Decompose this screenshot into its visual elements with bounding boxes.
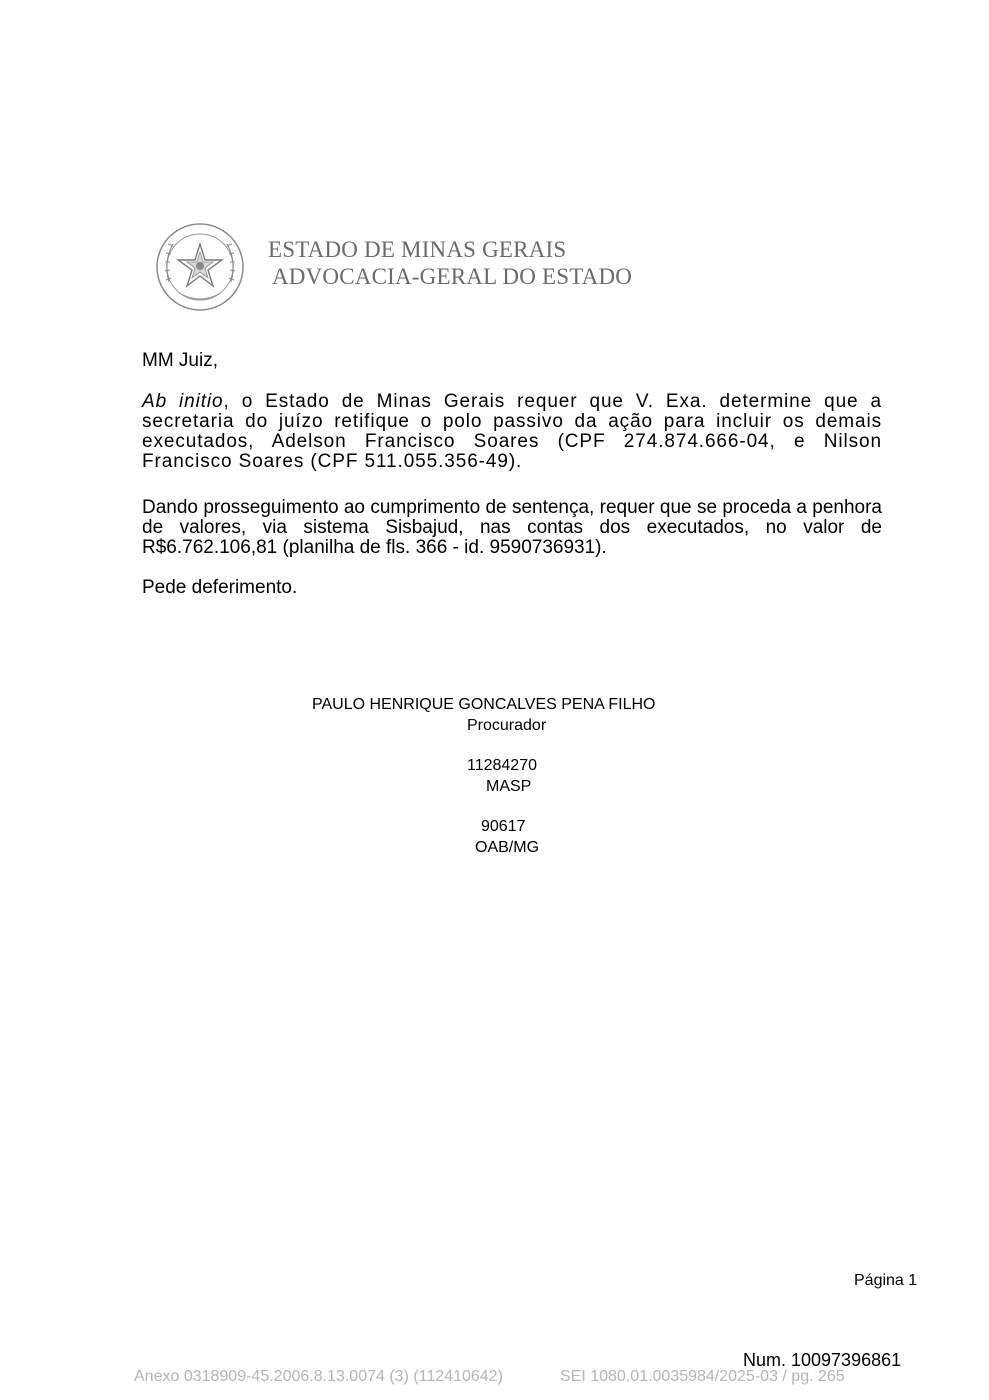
masp-number: 11284270 bbox=[467, 757, 537, 774]
paragraph-2: Dando prosseguimento ao cumprimento de sentença, requer que se proceda a penhora de valores, via sistema Sisbajud, nas contas dos executados, no valor de R$6.762.106,81 (planilha de fls. 366 - id. 9590736931). bbox=[142, 497, 882, 558]
signer-role: Procurador bbox=[467, 717, 547, 734]
paragraph-1 bbox=[142, 392, 882, 472]
letterhead-agency: ADVOCACIA-GERAL DO ESTADO bbox=[272, 264, 633, 289]
signer-name: PAULO HENRIQUE GONCALVES PENA FILHO bbox=[312, 696, 656, 713]
masp-label: MASP bbox=[486, 778, 532, 795]
paragraph-1-text: , o Estado de Minas Gerais requer que V. Exa. determine que a secretaria do juízo retifique o polo passivo da ação para incluir os demais executados, Adelson Francisco Soares (CPF 274.874.666-04, e Nilson Francisco Soares (CPF 511.055.356-49). bbox=[142, 391, 882, 472]
oab-number: 90617 bbox=[481, 818, 526, 835]
letterhead-state: ESTADO DE MINAS GERAIS bbox=[268, 237, 567, 262]
latin-intro: Ab initio bbox=[142, 391, 224, 412]
sei-reference: SEI 1080.01.0035984/2025-03 / pg. 265 bbox=[560, 1368, 845, 1385]
annex-reference: Anexo 0318909-45.2006.8.13.0074 (3) (112410642) bbox=[134, 1368, 503, 1385]
letterhead bbox=[266, 236, 632, 290]
state-seal-icon bbox=[155, 222, 245, 312]
document-number: Num. 10097396861 bbox=[743, 1350, 902, 1370]
salutation: MM Juiz, bbox=[142, 350, 218, 371]
closing: Pede deferimento. bbox=[142, 577, 298, 598]
oab-label: OAB/MG bbox=[475, 839, 540, 856]
page-number: Página 1 bbox=[854, 1272, 918, 1289]
